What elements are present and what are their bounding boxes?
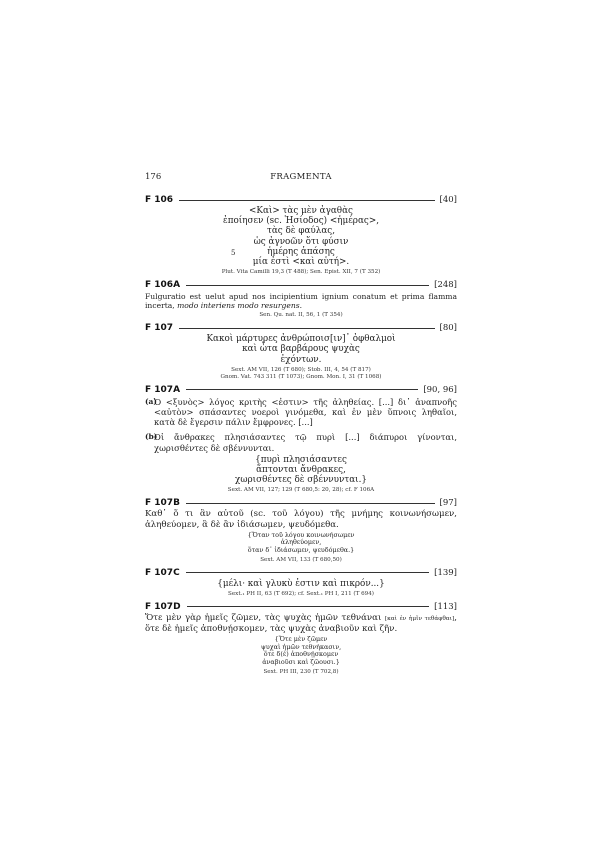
fragment-id: F 107A [145,384,181,395]
verse-block [145,579,457,589]
verse-line: ὡς ἀγνοῶν ὅτι φύσιν [253,236,349,247]
verse-line: καὶ ὦτα βαρβάρους ψυχὰς [242,344,360,355]
verse-block [145,455,457,486]
fragment-ref: [40] [439,195,457,205]
fragment-id: F 107B [145,498,180,509]
header-rule [186,285,429,286]
verse-line: ἀληθεύομεν, [280,538,322,547]
fragment-ref: [113] [434,601,457,612]
source-citation [145,367,457,381]
fragment-header [145,497,457,509]
source-line: Sext. AM VII, 126 (T 680); Stob. III, 4, 54 (T 817) [231,366,371,373]
prose-end: , ὅτε δὲ ἡμεῖς ἀποθνῄσκομεν, τὰς ψυχὰς ἀναβιοῦν καὶ ζῆν. [145,612,457,635]
fragment-ref: [139] [434,567,457,578]
verse-line-5 [145,247,457,257]
fragment-header [145,322,457,334]
latin-main: Fulguratio est uelut apud nos incipientium ignium conatum et prima flamma incerta, [145,292,457,311]
paragraph-b [145,432,457,452]
latin-text [145,292,457,310]
fragment-f107c [145,567,457,598]
fragment-header [145,384,457,396]
verse-line: ὅτε δ(ὲ) ἀποθνῄσκομεν [263,650,339,659]
verse-line: ἐποίησεν (sc. Ἡσίοδος) <ἡμέρας>, [222,216,380,227]
fragment-header [145,279,457,291]
fragment-ref: [248] [434,280,457,291]
fragment-ref: [90, 96] [423,384,457,395]
fragment-f107a [145,384,457,495]
prose-start: Ὅτε μὲν γὰρ ἡμεῖς ζῶμεν, τὰς ψυχὰς ἡμῶν τεθνάναι [145,612,385,623]
header-rule [179,200,434,201]
verse-line: μία ἐστὶ <καὶ αὑτή>. [252,257,350,268]
fragment-id: F 107 [145,323,174,334]
paragraph-a [145,397,457,428]
verse-block [145,334,457,365]
verse-line: ἅπτονται ἄνθρακες, [256,465,346,476]
fragment-id: F 106 [145,195,174,205]
fragment-f107 [145,322,457,381]
fragment-header [145,194,457,206]
fragment-ref: [80] [439,323,457,334]
fragment-f106a [145,279,457,319]
small-verse-block [145,532,457,555]
header-rule [186,389,418,390]
para-text: Ὁ <ξυνὸς> λόγος κριτὴς <ἐστιν> τῆς ἀληθείας. [...] δι᾽ ἀναπνοῆς <αὐτὸν> σπάσαντες νοεροὶ γινόμεθα, καὶ ἐν μὲν ὕπνοις ληθαῖοι, κατὰ δὲ ἔγερσιν πάλιν ἔμφρονες. [...] [154,396,457,428]
fragments-content [145,194,457,676]
header-rule [187,606,430,607]
small-verse-block [145,636,457,666]
verse-line: Κακοὶ μάρτυρες ἀνθρώποισ[ιν]᾽ ὀφθαλμοὶ [206,334,396,345]
verse-line: χωρισθέντες δὲ σβέννυνται.} [235,475,367,486]
running-title: FRAGMENTA [270,172,332,182]
fragment-id: F 107D [145,601,181,612]
latin-italic: modo interiens modo resurgens. [177,301,303,311]
verse-line: {Ὅταν τοῦ λόγου κοινωνήσωμεν [247,530,355,539]
source-citation: Plut. Vita Camilli 19,3 (T 488); Sen. Epist. XII, 7 (T 352) [221,269,381,276]
header-rule [186,503,435,504]
running-header [145,172,457,184]
page-number: 176 [145,172,162,182]
line-number: 5 [231,248,236,257]
fragment-id: F 106A [145,280,181,291]
verse-text: ἡμέρης ἁπάσης [267,246,335,257]
verse-line: <Καὶ> τὰς μὲν ἀγαθὰς [249,206,353,216]
para-label: (b) [145,432,158,442]
verse-line: ἀναβιοῦσι καὶ ζῶουσι.} [262,658,340,667]
prose-small: [καὶ ἐν ἡμῖν τεθάφθαι] [384,615,455,622]
verse-line: {Ὅτε μὲν ζῶμεν [274,635,328,644]
header-rule [186,572,429,573]
para-label: (a) [145,396,157,406]
prose-text [145,613,457,634]
verse-line: ψυχαὶ ἡμῶν τεθνήκασιν, [260,642,342,651]
source-citation: Sext. PH III, 230 (T 702,8) [263,668,339,675]
fragment-f107b [145,497,457,563]
verse-line: {μέλι· καὶ γλυκὺ ἐστιν καὶ πικρόν...} [217,578,385,589]
para-text: Οἱ ἄνθρακες πλησιάσαντες τῷ πυρὶ [...] διάπυροι γίνονται, χωρισθέντες δὲ σβέννυνται. [154,432,457,453]
source-citation: Sext. AM VII, 133 (T 680,50) [260,556,342,563]
verse-line: ἐχόντων. [280,354,322,365]
verse-line: ὅταν δ᾽ ἰδιάσωμεν, ψευδόμεθα.} [247,546,355,555]
source-line: Gnom. Vat. 743 311 (T 1073); Gnom. Mon. I, 31 (T 1068) [220,373,382,380]
source-citation: Sext. AM VII, 127; 129 (T 680,5: 20, 28); cf. F 106A [227,487,375,494]
verse-block [145,206,457,267]
fragment-f107d [145,601,457,676]
verse-line: {πυρὶ πλησιάσαντες [255,454,347,465]
fragment-ref: [97] [439,498,457,509]
fragment-f106 [145,194,457,276]
fragment-id: F 107C [145,567,180,578]
verse-line: τὰς δὲ φαύλας, [266,226,336,237]
source-citation: Sen. Qu. nat. II, 56, 1 (T 354) [259,312,343,319]
header-rule [179,328,434,329]
fragment-header [145,601,457,613]
prose-text: Καθ᾽ ὅ τι ἂν αὐτοῦ (sc. τοῦ λόγου) τῆς μνήμης κοινωνήσωμεν, ἀληθεύομεν, ἃ δὲ ἂν ἰδιάσωμεν, ψευδόμεθα. [145,509,457,530]
fragment-header [145,567,457,579]
source-citation: Sext.₁ PH II, 63 (T 692); cf. Sext.₁ PH I, 211 (T 694) [228,590,374,597]
